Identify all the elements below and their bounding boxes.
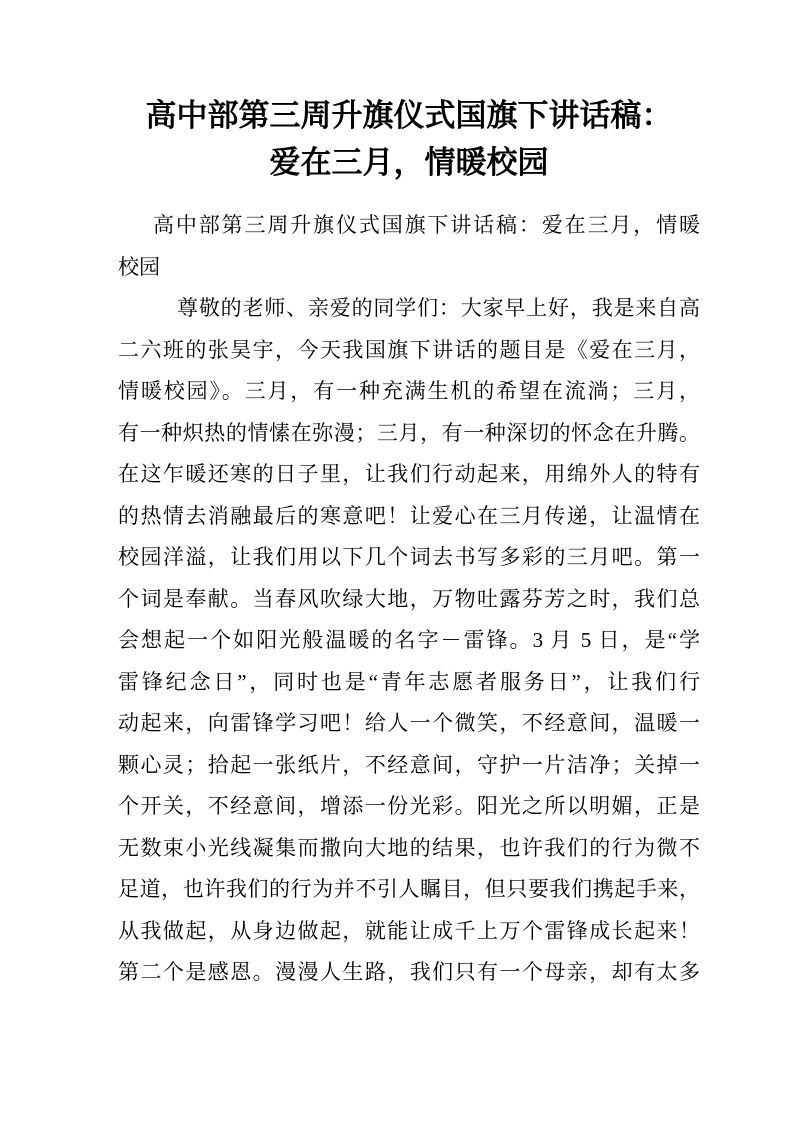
text-line: 第二个是感恩。漫漫人生路，我们只有一个母亲，却有太多: [118, 960, 700, 984]
text-line: 的热情去消融最后的寒意吧！让爱心在三月传递，让温情在: [118, 503, 700, 528]
text-line: 有一种炽热的情愫在弥漫；三月，有一种深切的怀念在升腾。: [118, 420, 700, 445]
title-line: 爱在三月，情暖校园: [269, 145, 549, 180]
text-line: 情暖校园》。三月，有一种充满生机的希望在流淌；三月，: [118, 379, 700, 403]
text-line: 二六班的张昊宇，今天我国旗下讲话的题目是《爱在三月，: [118, 337, 700, 362]
title-line: 高中部第三周升旗仪式国旗下讲话稿：: [145, 98, 673, 133]
text-line: 颗心灵；拾起一张纸片，不经意间，守护一片洁净；关掉一: [118, 752, 700, 777]
text-line: 尊敬的老师、亲爱的同学们：大家早上好，我是来自高: [177, 296, 700, 320]
text-line: 从我做起，从身边做起，就能让成千上万个雷锋成长起来！: [118, 918, 700, 943]
text-line: 个开关，不经意间，增添一份光彩。阳光之所以明媚，正是: [118, 794, 700, 818]
text-line: 个词是奉献。当春风吹绿大地，万物吐露芬芳之时，我们总: [118, 586, 700, 611]
paragraph: [118, 288, 700, 994]
text-line: 雷锋纪念日”，同时也是“青年志愿者服务日”，让我们行: [118, 669, 700, 694]
document-title: [118, 92, 700, 186]
document-body: [118, 205, 700, 994]
text-line: 高中部第三周升旗仪式国旗下讲话稿：爱在三月，情暖: [153, 213, 700, 237]
text-line: 会想起一个如阳光般温暖的名字－雷锋。3 月 5 日，是“学: [118, 628, 700, 652]
text-line: 足道，也许我们的行为并不引人瞩目，但只要我们携起手来，: [118, 877, 700, 901]
text-line: 动起来，向雷锋学习吧！给人一个微笑，不经意间，温暖一: [118, 711, 700, 735]
text-line: 无数束小光线凝集而撒向大地的结果，也许我们的行为微不: [118, 835, 700, 860]
text-line: 在这乍暖还寒的日子里，让我们行动起来，用绵外人的特有: [118, 462, 700, 486]
text-line: 校园: [118, 254, 160, 279]
text-line: 校园洋溢，让我们用以下几个词去书写多彩的三月吧。第一: [118, 545, 700, 569]
paragraph: [118, 205, 700, 288]
